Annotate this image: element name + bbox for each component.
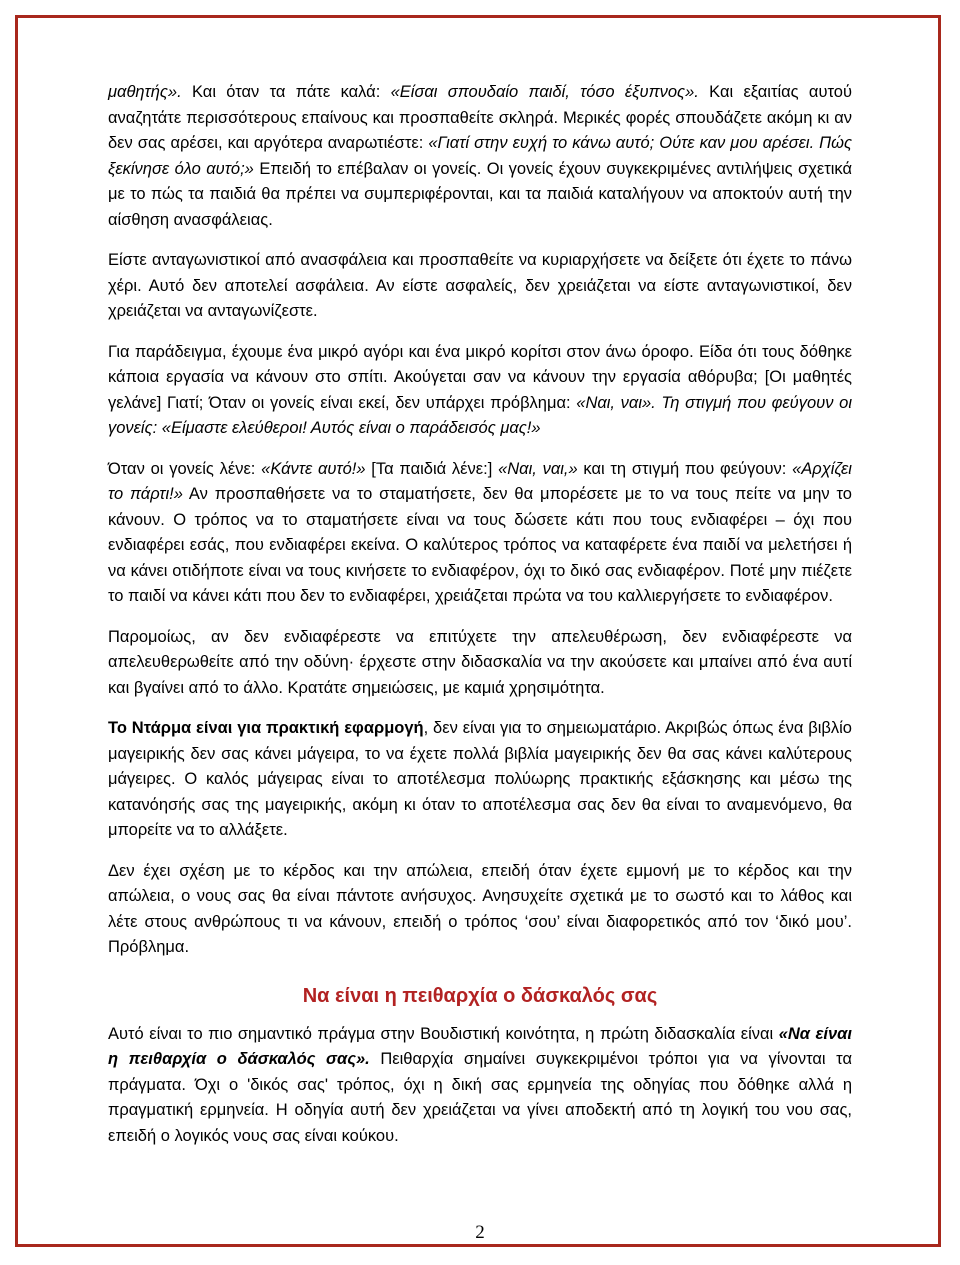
bold-italic-quote: «Να είναι η πειθαρχία ο δάσκαλός σας».	[108, 1024, 852, 1068]
italic-quote: «Κάντε αυτό!»	[261, 459, 366, 478]
italic-quote: «Είσαι σπουδαίο παιδί, τόσο έξυπνος».	[390, 83, 699, 101]
text-span: , δεν είναι για το σημειωματάριο. Ακριβώς όπως ένα βιβλίο μαγειρικής δεν σας κάνει μάγειρα, το να έχετε πολλά βιβλία μαγειρικής δεν θα σας κάνει καλύτερους μάγειρες. Ο καλός μάγειρας είναι το αποτέλεσμα πολύωρης πρακτικής εξάσκησης και μέσω της κατανόησής σας της μαγειρικής, ακόμη κι όταν το αποτέλεσμα σας δεν θα είναι το αναμενόμενο, θα μπορείτε να το αλλάξετε.	[108, 719, 852, 839]
paragraph-4	[108, 457, 852, 610]
paragraph-6	[108, 716, 852, 844]
paragraph-3	[108, 340, 852, 442]
text-span: Για παράδειγμα, έχουμε ένα μικρό αγόρι και ένα μικρό κορίτσι στον άνω όροφο. Είδα ότι τους δόθηκε κάποια εργασία να κάνουν στο σπίτι. Ακούγεται σαν να κάνουν την εργασία αθόρυβα; [Οι μαθητές γελάνε] Γιατί; Όταν οι γονείς είναι εκεί, δεν υπάρχει πρόβλημα:	[108, 342, 852, 412]
text-span: [Τα παιδιά λένε:]	[365, 459, 499, 478]
paragraph-1	[108, 80, 852, 233]
paragraph-7: Δεν έχει σχέση με το κέρδος και την απώλεια, επειδή όταν έχετε εμμονή με το κέρδος και την απώλεια, ο νους σας θα είναι πάντοτε ανήσυχος. Ανησυχείτε σχετικά με το σωστό και το λάθος και λέτε στους ανθρώπους τι να κάνουν, επειδή ο τρόπος ‘σου’ είναι διαφορετικός από τον ‘δικό μου’. Πρόβλημα.	[108, 861, 852, 956]
italic-quote: «Γιατί στην ευχή το κάνω αυτό; Ούτε καν μου αρέσει. Πώς ξεκίνησε όλο αυτό;»	[108, 134, 852, 178]
text-span: Επειδή το επέβαλαν οι γονείς. Οι γονείς έχουν συγκεκριμένες αντιλήψεις σχετικά με το πώς τα παιδιά θα πρέπει να συμπεριφέρονται, και τα παιδιά καταλήγουν να αποκτούν αυτή την αίσθηση ανασφάλειας.	[108, 159, 853, 229]
italic-span: μαθητής».	[108, 83, 182, 101]
text-span: και τη στιγμή που φεύγουν:	[577, 459, 793, 478]
paragraph-8	[108, 1022, 852, 1150]
paragraph-5: Παρομοίως, αν δεν ενδιαφέρεστε να επιτύχετε την απελευθέρωση, δεν ενδιαφέρεστε να απελευθερωθείτε από την οδύνη· έρχεστε στην διδασκαλία να την ακούσετε και μπαίνει από ένα αυτί και βγαίνει από το άλλο. Κρατάτε σημειώσεις, με καμιά χρησιμότητα.	[108, 627, 852, 697]
text-span: Αν προσπαθήσετε να το σταματήσετε, δεν θα μπορέσετε με το να τους πείτε να μην το κάνουν. Ο τρόπος να το σταματήσετε είναι να τους δώσετε κάτι που τους ενδιαφέρει – όχι που ενδιαφέρει εσάς, που ενδιαφέρει εκείνα. Ο καλύτερος τρόπος να καταφέρετε ένα παιδί να μελετήσει ή να κάνει οτιδήποτε είναι να τους κινήσετε το ενδιαφέρον, όχι το δικό σας ενδιαφέρον. Ποτέ μην πιέζετε το παιδί να κάνει κάτι που δεν το ενδιαφέρει, χρειάζεται πρώτα να του καλλιεργήσετε το ενδιαφέρον.	[108, 485, 852, 605]
italic-quote: «Ναι, ναι». Τη στιγμή που φεύγουν οι γονείς: «Είμαστε ελεύθεροι! Αυτός είναι ο παράδεισός μας!»	[108, 393, 852, 437]
text-span: Όταν οι γονείς λένε:	[108, 459, 262, 478]
paragraph-2: Είστε ανταγωνιστικοί από ανασφάλεια και προσπαθείτε να κυριαρχήσετε να δείξετε ότι έχετε το πάνω χέρι. Αυτό δεν αποτελεί ασφάλεια. Αν είστε ασφαλείς, δεν χρειάζεται να είστε ανταγωνιστικοί, δεν χρειάζεται να ανταγωνίζεστε.	[108, 251, 852, 320]
section-heading: Να είναι η πειθαρχία ο δάσκαλός σας	[302, 984, 658, 1007]
text-span: Πειθαρχία σημαίνει συγκεκριμένοι τρόποι για να γίνονται τα πράγματα. Όχι ο 'δικός σας' τρόπος, όχι η δική σας ερμηνεία της οδηγίας που δόθηκε αλλά η πραγματική ερμηνεία. Η οδηγία αυτή δεν χρειάζεται να γίνει αποδεκτή από τη λογική του νου σας, επειδή ο λογικός νους σας είναι κούκου.	[108, 1050, 852, 1145]
text-span: Και εξαιτίας αυτού αναζητάτε περισσότερους επαίνους και προσπαθείτε σκληρά. Μερικές φορές σπουδάζετε ακόμη κι αν δεν σας αρέσει, και αργότερα αναρωτιέστε:	[108, 83, 852, 152]
text-span: Και όταν τα πάτε καλά:	[181, 83, 391, 101]
text-span: Αυτό είναι το πιο σημαντικό πράγμα στην Βουδιστική κοινότητα, η πρώτη διδασκαλία είναι	[108, 1024, 779, 1043]
italic-quote: «Ναι, ναι,»	[498, 459, 578, 478]
page-number: 2	[475, 1222, 485, 1243]
bold-span: Το Ντάρμα είναι για πρακτική εφαρμογή	[108, 719, 424, 737]
document-body	[108, 80, 852, 1164]
italic-quote: «Αρχίζει το πάρτι!»	[108, 459, 852, 503]
